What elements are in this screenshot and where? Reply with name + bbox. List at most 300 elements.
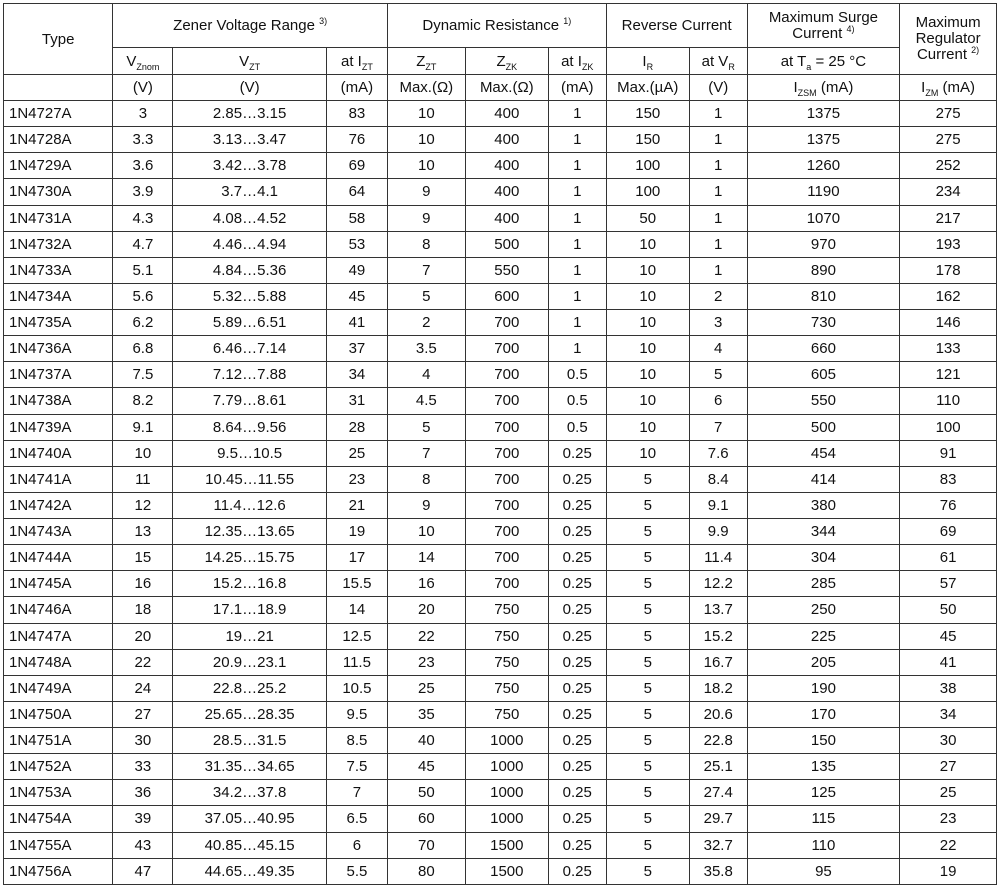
cell-vznom: 4.3 [113,205,173,231]
cell-izt: 5.5 [326,858,387,884]
cell-vr: 13.7 [689,597,747,623]
cell-izt: 49 [326,257,387,283]
cell-type: 1N4729A [4,153,113,179]
cell-type: 1N4727A [4,101,113,127]
cell-vzt-range: 15.2…16.8 [173,571,327,597]
cell-izt: 9.5 [326,701,387,727]
cell-vznom: 16 [113,571,173,597]
cell-vznom: 4.7 [113,231,173,257]
cell-zzk: 1500 [465,858,548,884]
cell-izm: 27 [900,754,997,780]
cell-type: 1N4733A [4,257,113,283]
cell-izsm: 1375 [747,101,900,127]
cell-vzt-range: 5.32…5.88 [173,283,327,309]
cell-ir: 100 [606,153,689,179]
cell-zzt: 80 [387,858,465,884]
cell-izsm: 344 [747,519,900,545]
zener-diode-spec-table [3,3,997,885]
cell-izm: 30 [900,728,997,754]
cell-izk: 1 [548,205,606,231]
cell-izsm: 454 [747,440,900,466]
unit-zzk: Max.(Ω) [465,75,548,101]
cell-ir: 5 [606,519,689,545]
table-row [4,283,997,309]
cell-izm: 252 [900,153,997,179]
cell-izt: 28 [326,414,387,440]
cell-type: 1N4756A [4,858,113,884]
cell-vzt-range: 4.08…4.52 [173,205,327,231]
cell-zzt: 45 [387,754,465,780]
cell-vr: 1 [689,179,747,205]
cell-izt: 11.5 [326,649,387,675]
cell-izm: 193 [900,231,997,257]
cell-izsm: 1260 [747,153,900,179]
table-row [4,858,997,884]
cell-ir: 10 [606,257,689,283]
cell-zzk: 1500 [465,832,548,858]
cell-izt: 76 [326,127,387,153]
cell-izt: 7.5 [326,754,387,780]
cell-vznom: 6.2 [113,310,173,336]
cell-vznom: 3.3 [113,127,173,153]
cell-vznom: 33 [113,754,173,780]
cell-izsm: 135 [747,754,900,780]
table-row [4,257,997,283]
cell-type: 1N4735A [4,310,113,336]
cell-izt: 17 [326,545,387,571]
cell-type: 1N4742A [4,492,113,518]
cell-izm: 50 [900,597,997,623]
cell-izt: 7 [326,780,387,806]
table-row [4,101,997,127]
cell-vr: 4 [689,336,747,362]
cell-vzt-range: 34.2…37.8 [173,780,327,806]
cell-vzt-range: 25.65…28.35 [173,701,327,727]
cell-type: 1N4743A [4,519,113,545]
cell-zzk: 750 [465,623,548,649]
cell-vzt-range: 3.42…3.78 [173,153,327,179]
cell-type: 1N4731A [4,205,113,231]
table-row [4,675,997,701]
cell-izm: 45 [900,623,997,649]
unit-vznom: (V) [113,75,173,101]
cell-vr: 5 [689,362,747,388]
table-row [4,414,997,440]
cell-izsm: 95 [747,858,900,884]
cell-vr: 35.8 [689,858,747,884]
cell-vzt-range: 12.35…13.65 [173,519,327,545]
cell-type: 1N4737A [4,362,113,388]
cell-type: 1N4730A [4,179,113,205]
table-row [4,492,997,518]
table-row [4,310,997,336]
cell-zzt: 10 [387,153,465,179]
cell-izsm: 110 [747,832,900,858]
cell-vzt-range: 4.46…4.94 [173,231,327,257]
cell-izsm: 225 [747,623,900,649]
table-row [4,440,997,466]
cell-izk: 1 [548,101,606,127]
cell-izt: 14 [326,597,387,623]
cell-zzk: 750 [465,649,548,675]
cell-type: 1N4747A [4,623,113,649]
cell-izt: 64 [326,179,387,205]
cell-izk: 1 [548,179,606,205]
cell-type: 1N4753A [4,780,113,806]
cell-type: 1N4750A [4,701,113,727]
cell-vr: 1 [689,153,747,179]
cell-vzt-range: 5.89…6.51 [173,310,327,336]
cell-vr: 3 [689,310,747,336]
cell-zzt: 4.5 [387,388,465,414]
cell-zzk: 700 [465,519,548,545]
cell-vzt-range: 9.5…10.5 [173,440,327,466]
cell-izm: 57 [900,571,997,597]
cell-ir: 5 [606,701,689,727]
cell-zzt: 25 [387,675,465,701]
cell-izk: 0.5 [548,414,606,440]
cell-izk: 1 [548,127,606,153]
cell-ir: 5 [606,832,689,858]
cell-izk: 0.25 [548,754,606,780]
cell-izk: 0.25 [548,519,606,545]
cell-vzt-range: 14.25…15.75 [173,545,327,571]
cell-vznom: 5.1 [113,257,173,283]
cell-ir: 150 [606,101,689,127]
header-at-ta: at $T_a = 25$ °C [747,48,900,75]
cell-izsm: 150 [747,728,900,754]
unit-izk: (mA) [548,75,606,101]
cell-zzk: 700 [465,492,548,518]
header-ir: $I_R$ [606,48,689,75]
cell-izsm: 970 [747,231,900,257]
cell-izsm: 190 [747,675,900,701]
cell-izm: 100 [900,414,997,440]
cell-zzt: 8 [387,231,465,257]
unit-vr: (V) [689,75,747,101]
table-row [4,780,997,806]
cell-izt: 10.5 [326,675,387,701]
cell-izm: 83 [900,466,997,492]
cell-zzk: 400 [465,205,548,231]
cell-izsm: 304 [747,545,900,571]
cell-vznom: 24 [113,675,173,701]
cell-zzt: 50 [387,780,465,806]
cell-vzt-range: 44.65…49.35 [173,858,327,884]
cell-vznom: 13 [113,519,173,545]
cell-izm: 19 [900,858,997,884]
cell-vznom: 8.2 [113,388,173,414]
cell-vr: 16.7 [689,649,747,675]
cell-zzk: 700 [465,362,548,388]
cell-izsm: 550 [747,388,900,414]
cell-vr: 1 [689,127,747,153]
cell-vzt-range: 19…21 [173,623,327,649]
cell-type: 1N4745A [4,571,113,597]
cell-izk: 0.25 [548,649,606,675]
cell-vznom: 6.8 [113,336,173,362]
cell-vznom: 18 [113,597,173,623]
cell-vzt-range: 7.12…7.88 [173,362,327,388]
cell-vznom: 3.6 [113,153,173,179]
cell-vzt-range: 4.84…5.36 [173,257,327,283]
cell-ir: 5 [606,492,689,518]
cell-zzk: 1000 [465,806,548,832]
cell-type: 1N4741A [4,466,113,492]
cell-ir: 5 [606,649,689,675]
cell-izk: 0.25 [548,728,606,754]
cell-izm: 133 [900,336,997,362]
cell-ir: 10 [606,414,689,440]
cell-izk: 0.25 [548,492,606,518]
cell-vznom: 30 [113,728,173,754]
cell-izt: 45 [326,283,387,309]
cell-izt: 31 [326,388,387,414]
cell-ir: 5 [606,545,689,571]
cell-ir: 5 [606,597,689,623]
cell-vzt-range: 20.9…23.1 [173,649,327,675]
cell-izk: 0.25 [548,571,606,597]
cell-type: 1N4751A [4,728,113,754]
cell-vr: 1 [689,257,747,283]
unit-vzt: (V) [173,75,327,101]
cell-izk: 0.25 [548,545,606,571]
cell-vznom: 47 [113,858,173,884]
table-row [4,231,997,257]
cell-vznom: 39 [113,806,173,832]
cell-zzk: 700 [465,440,548,466]
cell-izsm: 890 [747,257,900,283]
table-row [4,362,997,388]
header-vznom: $V_{Znom}$ [113,48,173,75]
cell-zzk: 750 [465,675,548,701]
cell-izm: 275 [900,127,997,153]
cell-type: 1N4740A [4,440,113,466]
header-reverse-current: Reverse Current [606,4,747,48]
cell-izt: 37 [326,336,387,362]
header-unit-blank [4,75,113,101]
cell-zzt: 14 [387,545,465,571]
table-row [4,571,997,597]
cell-ir: 100 [606,179,689,205]
cell-zzt: 9 [387,179,465,205]
table-body [4,101,997,885]
header-zzk: $Z_{ZK}$ [465,48,548,75]
cell-vznom: 5.6 [113,283,173,309]
cell-zzt: 20 [387,597,465,623]
cell-izk: 0.25 [548,440,606,466]
cell-zzk: 550 [465,257,548,283]
cell-izk: 0.25 [548,701,606,727]
cell-izt: 8.5 [326,728,387,754]
cell-izsm: 1375 [747,127,900,153]
table-row [4,545,997,571]
table-row [4,127,997,153]
cell-vznom: 12 [113,492,173,518]
cell-izm: 38 [900,675,997,701]
cell-izm: 61 [900,545,997,571]
cell-zzt: 2 [387,310,465,336]
table-row [4,832,997,858]
cell-ir: 5 [606,754,689,780]
table-row [4,623,997,649]
cell-zzk: 750 [465,701,548,727]
cell-izk: 0.25 [548,780,606,806]
cell-zzt: 5 [387,414,465,440]
cell-ir: 5 [606,623,689,649]
cell-izsm: 730 [747,310,900,336]
cell-vzt-range: 8.64…9.56 [173,414,327,440]
cell-type: 1N4734A [4,283,113,309]
cell-izt: 34 [326,362,387,388]
cell-zzk: 700 [465,310,548,336]
cell-type: 1N4739A [4,414,113,440]
cell-zzt: 9 [387,492,465,518]
cell-izsm: 115 [747,806,900,832]
cell-izm: 69 [900,519,997,545]
cell-vzt-range: 7.79…8.61 [173,388,327,414]
cell-zzk: 1000 [465,754,548,780]
unit-izm: $I_{ZM}$ (mA) [900,75,997,101]
cell-izsm: 170 [747,701,900,727]
cell-vznom: 36 [113,780,173,806]
cell-ir: 150 [606,127,689,153]
cell-izk: 1 [548,231,606,257]
cell-vzt-range: 11.4…12.6 [173,492,327,518]
cell-ir: 5 [606,675,689,701]
cell-izt: 19 [326,519,387,545]
cell-ir: 10 [606,362,689,388]
cell-zzk: 600 [465,283,548,309]
cell-type: 1N4748A [4,649,113,675]
cell-zzt: 10 [387,101,465,127]
cell-vzt-range: 3.13…3.47 [173,127,327,153]
cell-type: 1N4744A [4,545,113,571]
cell-zzk: 500 [465,231,548,257]
cell-izk: 0.25 [548,597,606,623]
cell-vznom: 15 [113,545,173,571]
cell-zzt: 23 [387,649,465,675]
cell-vznom: 3 [113,101,173,127]
unit-ir: Max.(µA) [606,75,689,101]
cell-vzt-range: 2.85…3.15 [173,101,327,127]
cell-izm: 41 [900,649,997,675]
cell-type: 1N4749A [4,675,113,701]
cell-izm: 162 [900,283,997,309]
cell-zzk: 700 [465,388,548,414]
cell-vr: 1 [689,231,747,257]
cell-vr: 7 [689,414,747,440]
cell-ir: 10 [606,283,689,309]
cell-izt: 12.5 [326,623,387,649]
cell-izsm: 1070 [747,205,900,231]
cell-izm: 91 [900,440,997,466]
table-header [4,4,997,101]
header-max-regulator-current: Maximum Regulator Current $^{2)}$ [900,4,997,75]
table-row [4,701,997,727]
cell-type: 1N4752A [4,754,113,780]
cell-izt: 25 [326,440,387,466]
cell-izm: 217 [900,205,997,231]
cell-ir: 5 [606,858,689,884]
cell-ir: 5 [606,780,689,806]
cell-type: 1N4738A [4,388,113,414]
cell-izsm: 414 [747,466,900,492]
cell-zzt: 40 [387,728,465,754]
cell-izsm: 205 [747,649,900,675]
cell-izsm: 605 [747,362,900,388]
cell-izt: 83 [326,101,387,127]
cell-zzk: 700 [465,545,548,571]
cell-izk: 1 [548,310,606,336]
cell-vznom: 9.1 [113,414,173,440]
cell-izt: 23 [326,466,387,492]
header-dynamic-resistance: Dynamic Resistance $^{1)}$ [387,4,606,48]
cell-vr: 11.4 [689,545,747,571]
cell-vr: 25.1 [689,754,747,780]
cell-izt: 58 [326,205,387,231]
table-row [4,754,997,780]
cell-izsm: 1190 [747,179,900,205]
cell-izk: 1 [548,153,606,179]
table-row [4,649,997,675]
cell-izk: 0.5 [548,362,606,388]
cell-izsm: 380 [747,492,900,518]
table-row [4,466,997,492]
table-row [4,179,997,205]
cell-ir: 5 [606,728,689,754]
cell-izt: 6.5 [326,806,387,832]
cell-izt: 69 [326,153,387,179]
cell-zzk: 750 [465,597,548,623]
cell-zzt: 60 [387,806,465,832]
cell-zzt: 5 [387,283,465,309]
table-row [4,597,997,623]
cell-izsm: 500 [747,414,900,440]
cell-vzt-range: 40.85…45.15 [173,832,327,858]
cell-izm: 22 [900,832,997,858]
header-at-izt: at $I_{ZT}$ [326,48,387,75]
cell-vzt-range: 17.1…18.9 [173,597,327,623]
cell-zzk: 400 [465,153,548,179]
cell-vzt-range: 37.05…40.95 [173,806,327,832]
cell-vznom: 22 [113,649,173,675]
cell-vr: 29.7 [689,806,747,832]
unit-izt: (mA) [326,75,387,101]
unit-izsm: $I_{ZSM}$ (mA) [747,75,900,101]
cell-zzk: 400 [465,101,548,127]
header-zener-voltage-range: Zener Voltage Range $^{3)}$ [113,4,388,48]
unit-zzt: Max.(Ω) [387,75,465,101]
cell-vr: 2 [689,283,747,309]
cell-izsm: 810 [747,283,900,309]
cell-vznom: 11 [113,466,173,492]
cell-vr: 6 [689,388,747,414]
table-row [4,728,997,754]
cell-izt: 41 [326,310,387,336]
cell-ir: 10 [606,336,689,362]
cell-ir: 5 [606,571,689,597]
cell-type: 1N4732A [4,231,113,257]
header-zzt: $Z_{ZT}$ [387,48,465,75]
table-row [4,205,997,231]
cell-izm: 146 [900,310,997,336]
cell-type: 1N4754A [4,806,113,832]
cell-vr: 7.6 [689,440,747,466]
cell-zzk: 400 [465,179,548,205]
cell-vznom: 7.5 [113,362,173,388]
cell-zzt: 8 [387,466,465,492]
